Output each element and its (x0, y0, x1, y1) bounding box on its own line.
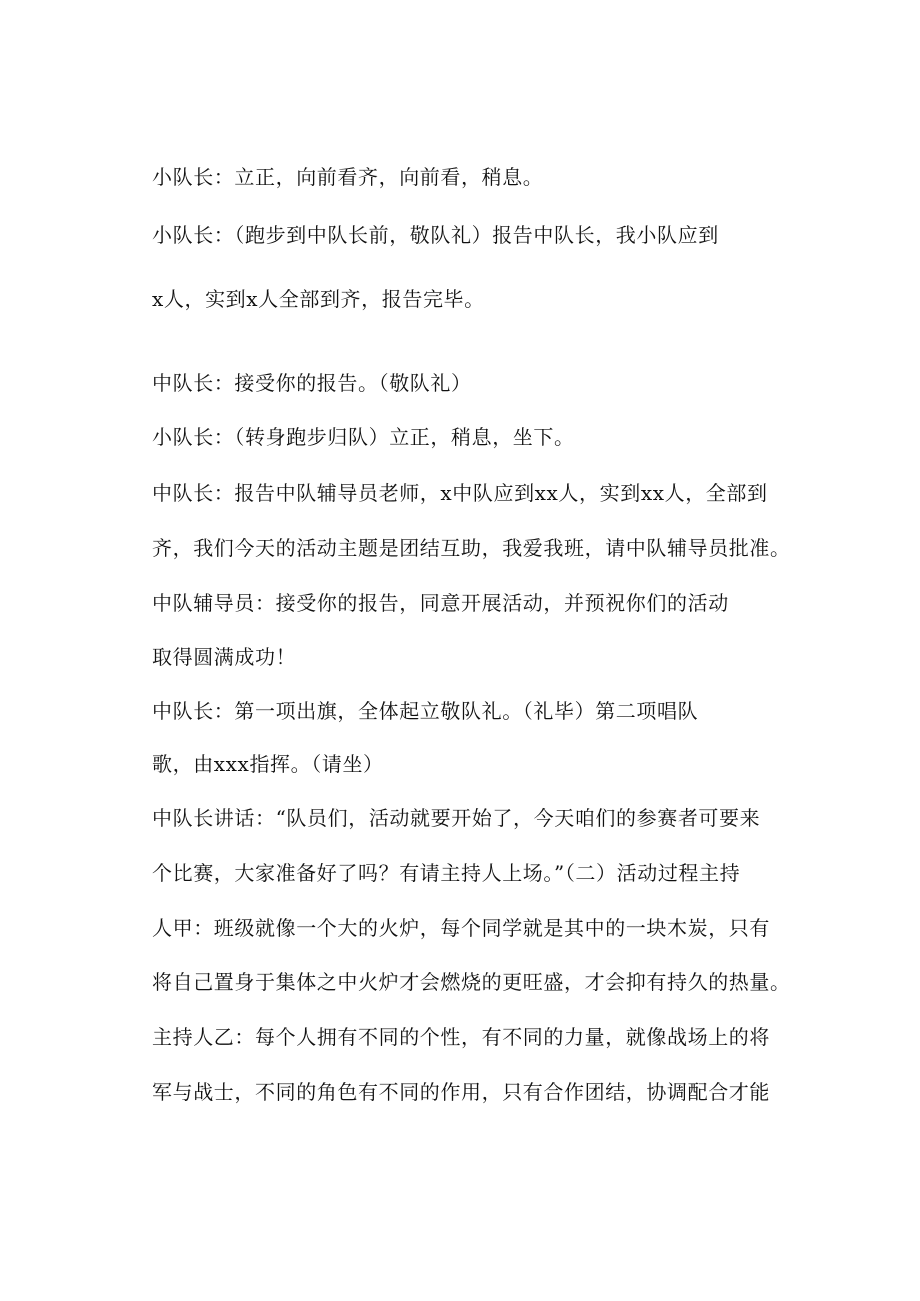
text-line: 中队长：报告中队辅导员老师，x中队应到xx人，实到xx人，全部到 (152, 481, 768, 505)
text-line: x人，实到x人全部到齐，报告完毕。 (152, 287, 485, 311)
text-line: 小队长：立正，向前看齐，向前看，稍息。 (152, 165, 544, 189)
text-line: 歌，由xxx指挥。（请坐） (152, 752, 384, 776)
text-line: 将自己置身于集体之中火炉才会燃烧的更旺盛，才会抑有持久的热量。 (152, 970, 791, 994)
text-line: 中队长：接受你的报告。（敬队礼） (152, 371, 472, 395)
text-line: 中队辅导员：接受你的报告，同意开展活动，并预祝你们的活动 (152, 591, 729, 615)
text-line: 小队长：（转身跑步归队）立正，稍息，坐下。 (152, 425, 575, 449)
text-line: 人甲：班级就像一个大的火炉，每个同学就是其中的一块木炭，只有 (152, 916, 770, 940)
text-line: 个比赛，大家准备好了吗？有请主持人上场。”（二）活动过程主持 (152, 861, 741, 885)
text-line: 取得圆满成功！ (152, 645, 297, 669)
text-line: 主持人乙：每个人拥有不同的个性，有不同的力量，就像战场上的将 (152, 1025, 770, 1049)
text-line: 中队长：第一项出旗，全体起立敬队礼。（礼毕）第二项唱队 (152, 699, 699, 723)
text-line: 小队长：（跑步到中队长前，敬队礼）报告中队长，我小队应到 (152, 223, 719, 247)
text-line: 军与战士，不同的角色有不同的作用，只有合作团结，协调配合才能 (152, 1080, 770, 1104)
text-line: 中队长讲话：“队员们，活动就要开始了，今天咱们的参赛者可要来 (152, 806, 761, 830)
text-line: 齐，我们今天的活动主题是团结互助，我爱我班，请中队辅导员批准。 (152, 536, 791, 560)
